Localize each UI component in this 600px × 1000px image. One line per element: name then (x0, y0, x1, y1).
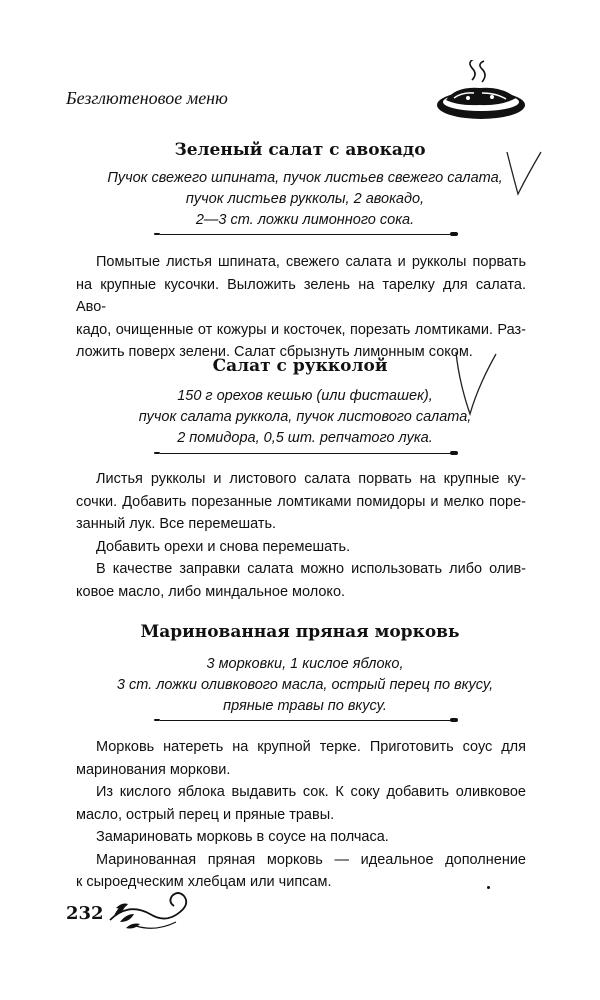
method-line: кадо, очищенные от кожуры и косточек, порезать ломтиками. Раз- (76, 321, 526, 338)
method-line: Листья рукколы и листового салата порвать на крупные ку- (96, 471, 526, 487)
ingredient-line: пучок салата руккола, пучок листового салата, (138, 409, 472, 425)
method-line: Помытые листья шпината, свежего салата и рукколы порвать (96, 254, 526, 270)
method-line: Маринованная пряная морковь — идеальное дополнение (96, 851, 526, 868)
section-divider (160, 234, 450, 235)
ingredient-line: пряные травы по вкусу. (223, 698, 387, 714)
header-dish-illustration (432, 60, 530, 130)
ingredient-line: 3 морковки, 1 кислое яблоко, (206, 656, 404, 672)
ingredient-line: пучок листьев рукколы, 2 авокадо, (185, 191, 425, 207)
method-line: ложить поверх зелени. Салат сбрызнуть лимонным соком. (76, 344, 473, 360)
recipe-title: Маринованная пряная морковь (140, 622, 460, 642)
ingredient-line: 3 ст. ложки оливкового масла, острый перец по вкусу, (116, 677, 494, 693)
method-line: Из кислого яблока выдавить сок. К соку добавить оливковое (96, 784, 526, 800)
ink-dot (487, 886, 490, 889)
running-head: Безглютеновое меню (66, 88, 228, 108)
method-line: на крупные кусочки. Выложить зелень на тарелку для салата. Аво- (76, 276, 526, 315)
floral-flourish-ornament (106, 890, 196, 935)
method-line: Замариновать морковь в соусе на полчаса. (96, 829, 389, 845)
ingredients-list (60, 386, 550, 449)
ingredients-list (60, 168, 550, 231)
recipe-title: Зеленый салат с авокадо (174, 140, 426, 160)
recipe-method (76, 251, 526, 364)
method-line: масло, острый перец и пряные травы. (76, 806, 335, 823)
method-line: занный лук. Все перемешать. (76, 516, 277, 532)
section-divider (160, 453, 450, 454)
ingredient-line: 2 помидора, 0,5 шт. репчатого лука. (177, 430, 433, 446)
section-divider (160, 720, 450, 721)
ingredients-list (60, 654, 550, 717)
recipe-method (76, 468, 526, 603)
recipe-title: Салат с рукколой (212, 356, 388, 376)
ingredient-line: Пучок свежего шпината, пучок листьев свежего салата, (107, 170, 503, 186)
recipe-method (76, 736, 526, 894)
ingredient-line: 2—3 ст. ложки лимонного сока. (195, 212, 415, 228)
method-line: Добавить орехи и снова перемешать. (96, 538, 351, 555)
method-line: сочки. Добавить порезанные ломтиками помидоры и мелко поре- (76, 493, 526, 510)
ingredient-line: 150 г орехов кешью (или фисташек), (177, 388, 433, 404)
method-line: В качестве заправки салата можно использовать либо олив- (96, 561, 526, 577)
page-number: 232 (66, 903, 104, 924)
method-line: маринования моркови. (76, 761, 231, 778)
method-line: ковое масло, либо миндальное молоко. (76, 583, 346, 600)
method-line: Морковь натереть на крупной терке. Приготовить соус для (96, 739, 526, 755)
method-line: к сыроедческим хлебцам или чипсам. (76, 874, 332, 890)
